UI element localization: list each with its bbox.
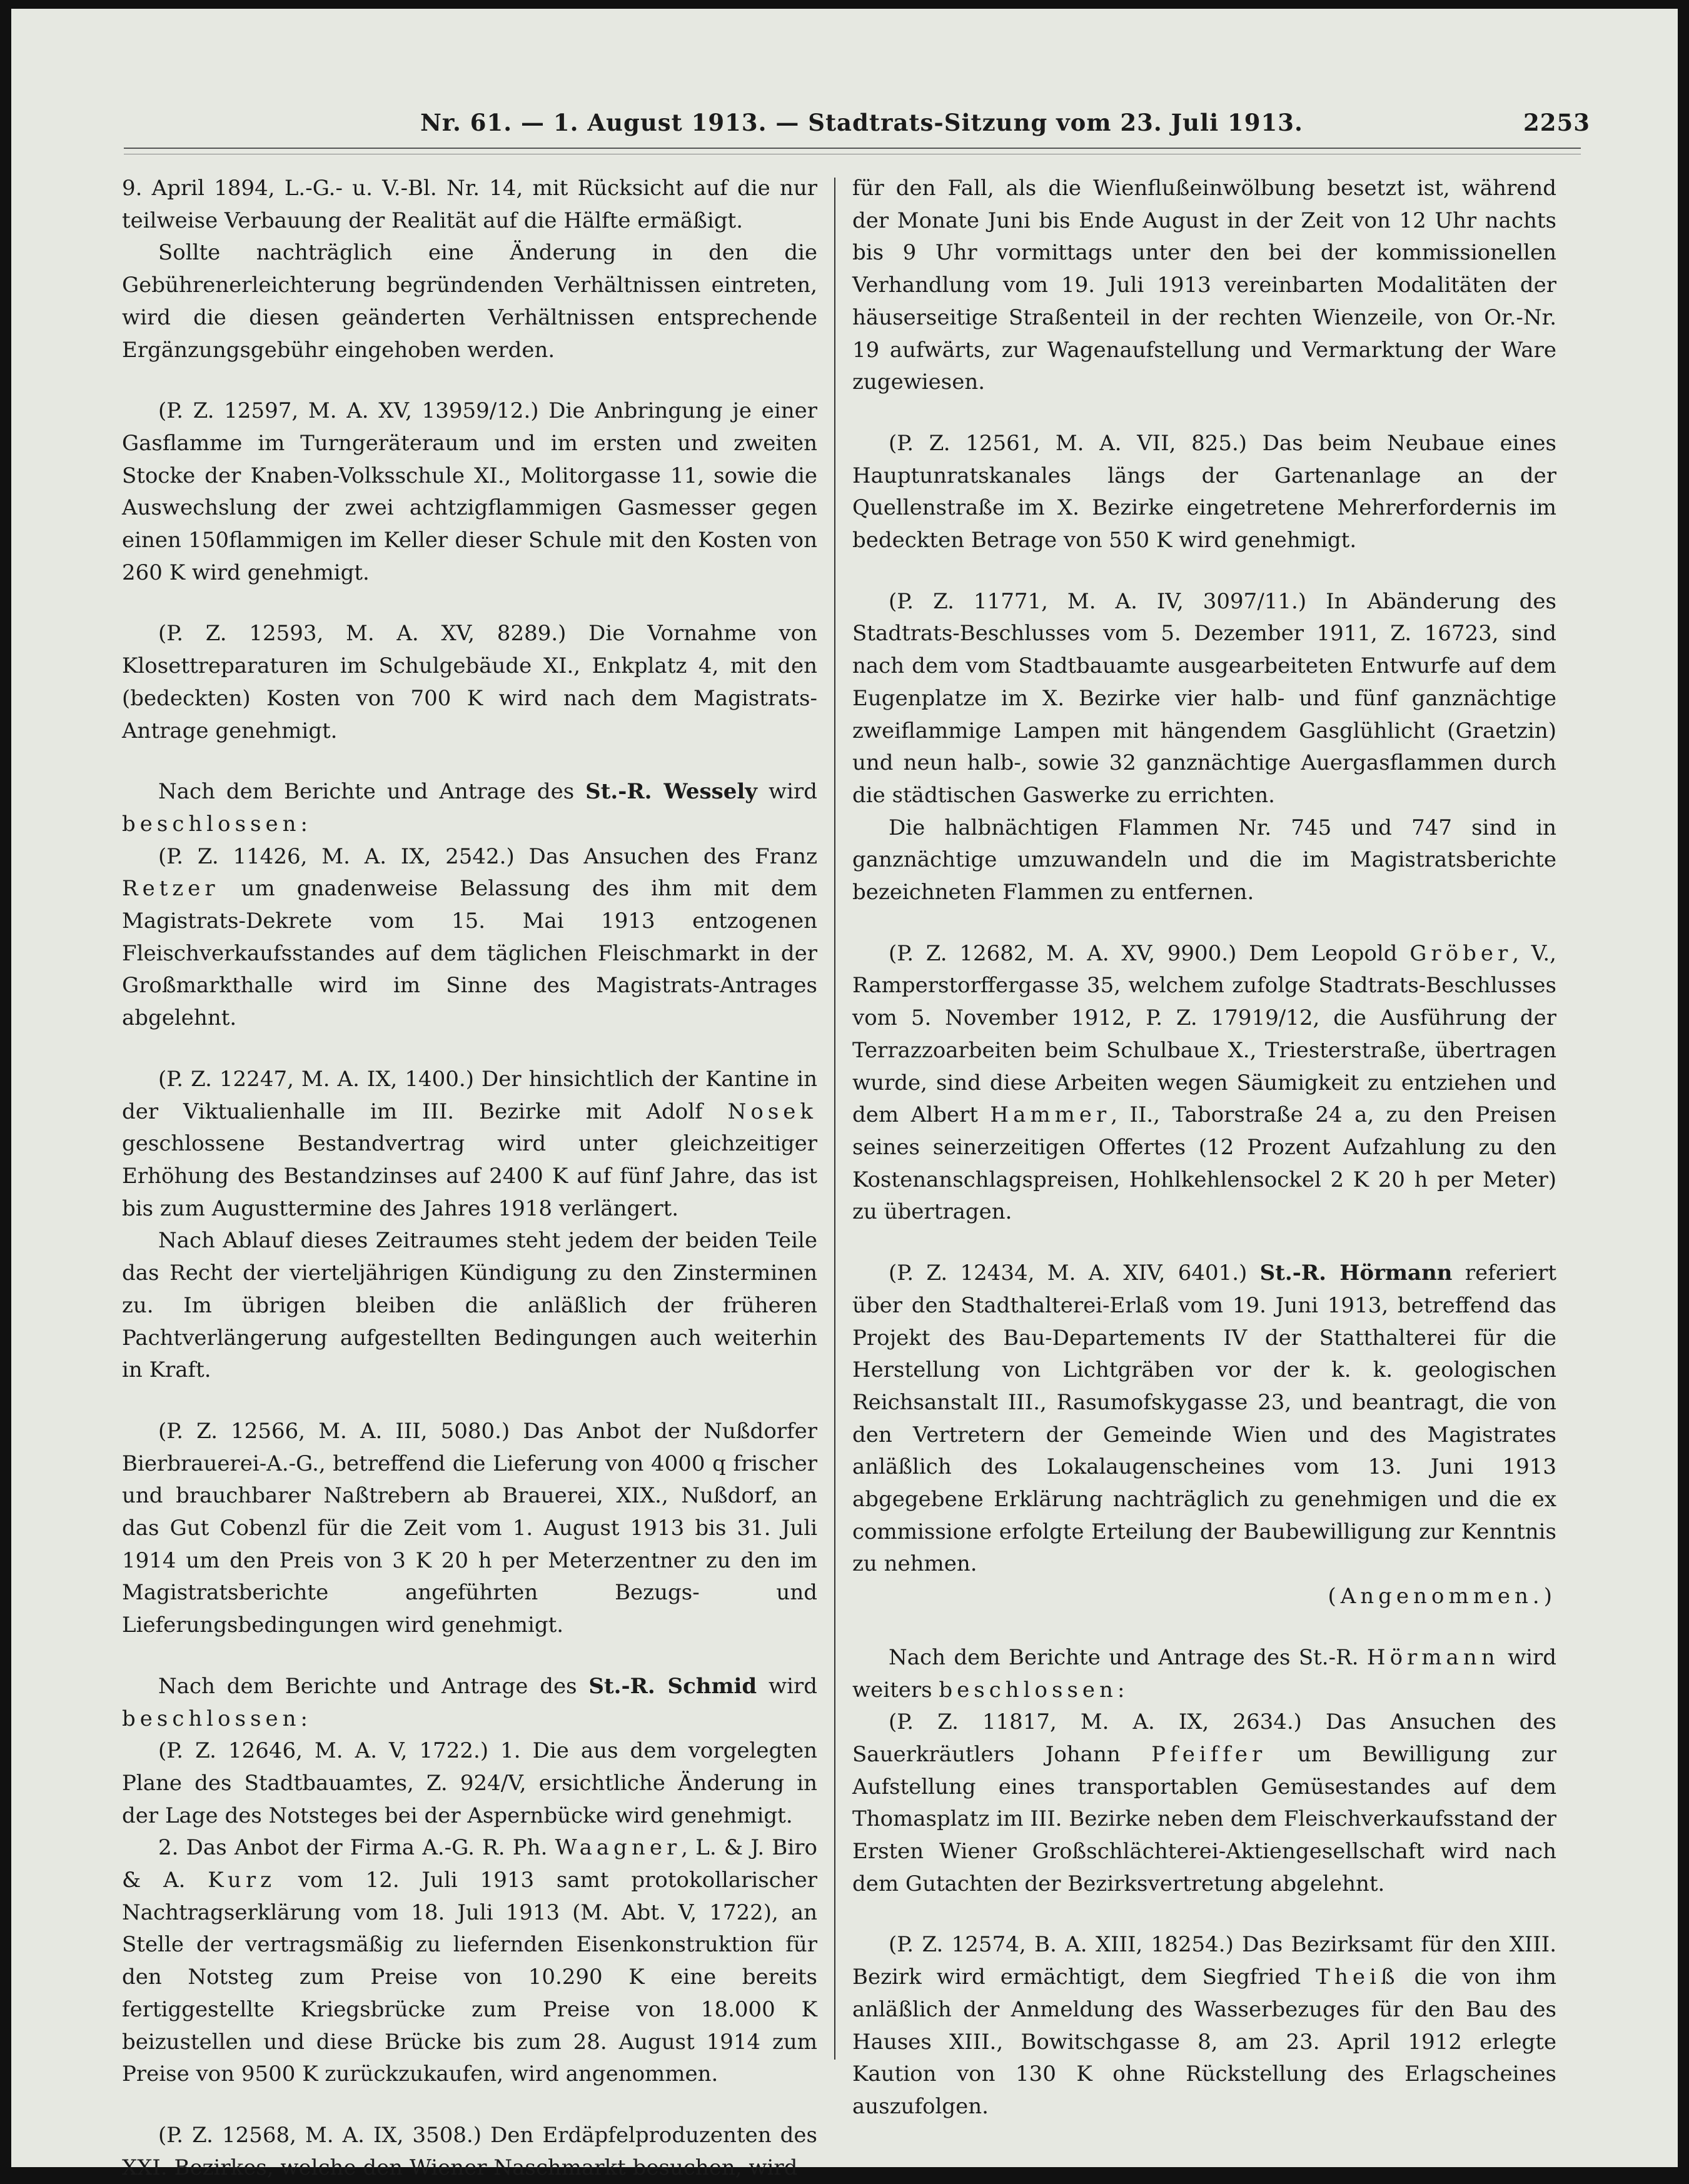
paragraph xyxy=(852,1929,1556,2123)
councillor-name: Hörmann xyxy=(1366,1644,1500,1670)
paragraph-text: um Bewilligung zur Aufstellung eines transportablen Gemüsestandes auf dem Thomasplatz im III. Bezirke neben dem Fleischverkaufsstand der Ersten Wiener Großschlächterei-Aktiengesellschaft wird nach dem Gutachten der Bezirksvertretung abgelehnt. xyxy=(852,1741,1556,1896)
paragraph-text: , L. & J. Biro & A. xyxy=(122,1835,818,1893)
page-header xyxy=(133,103,1590,146)
resolution-heading xyxy=(122,1671,817,1735)
paragraph xyxy=(122,1832,817,2091)
paragraph xyxy=(852,1706,1556,1900)
paragraph xyxy=(122,841,817,1035)
heading-text: Nach dem Berichte und Antrage des xyxy=(158,1673,577,1699)
person-name: Nosek xyxy=(727,1099,817,1124)
heading-text: beschlossen: xyxy=(122,811,312,837)
paragraph: Sollte nachträglich eine Änderung in den die Gebührenerleichterung begründenden Verhältnissen eintreten, wird die diesen geänderten Verhältnissen entsprechende Ergänzungsgebühr eingehoben werden. xyxy=(122,240,817,363)
paragraph: Die halbnächtigen Flammen Nr. 745 und 747 sind in ganznächtige umzuwandeln und die im Magistratsberichte bezeichneten Flammen zu entfernen. xyxy=(852,815,1556,905)
paragraph: (P. Z. 11771, M. A. IV, 3097/11.) In Abänderung des Stadtrats-Beschlusses vom 5. Dezember 1911, Z. 16723, sind nach dem vom Stadtbauamte ausgearbeiteten Entwurfe auf dem Eugenplatze im X. Bezirke vier halb- und fünf ganznächtige zweiflammige Lampen mit hängendem Gasglühlicht (Graetzin) und neun halb-, sowie 32 ganznächtige Auergasflammen durch die städtischen Gaswerke zu errichten. xyxy=(852,588,1556,808)
paragraph xyxy=(122,1064,817,1225)
paragraph-text: referiert über den Stadthalterei-Erlaß vom 19. Juni 1913, betreffend das Projekt des Bau-Departements IV der Statthalterei für die Herstellung von Lichtgräben vor der k. k. geologischen Reichsanstalt III., Rasumofskygasse 23, und beantragt, die von den Vertretern der Gemeinde Wien und des Magistrates anläßlich des Lokalaugenscheines vom 13. Juni 1913 abgegebene Erklärung nachträglich zu genehmigen und die ex commissione erfolgte Erteilung der Baubewilligung zur Kenntnis zu nehmen. xyxy=(852,1261,1557,1577)
heading-text: wird weiters xyxy=(852,1644,1557,1703)
paragraph: für den Fall, als die Wienflußeinwölbung besetzt ist, während der Monate Juni bis Ende August in der Zeit von 12 Uhr nachts bis 9 Uhr vormittags unter den bei der kommissionellen Verhandlung vom 19. Juli 1913 vereinbarten Modalitäten der häuserseitige Straßenteil in der rechten Wienzeile, von Or.-Nr. 19 aufwärts, zur Wagenaufstellung und Vermarktung der Ware zugewiesen. xyxy=(852,176,1556,395)
paragraph-text: (P. Z. 12247, M. A. IX, 1400.) Der hinsichtlich der Kantine in der Viktualienhalle im III. Bezirke mit Adolf xyxy=(122,1066,817,1124)
person-name: Theiß xyxy=(1316,1965,1399,1990)
person-name: Gröber xyxy=(1409,940,1513,966)
heading-text: beschlossen: xyxy=(939,1677,1129,1703)
paragraph-text: , V., Ramperstorffergasse 35, welchem zufolge Stadtrats-Beschlusses vom 5. November 1912, P. Z. 17919/12, die Ausführung der Terrazzoarbeiten beim Schulbaue X., Triesterstraße, übertragen wurde, sind diese Arbeiten wegen Säumigkeit zu entziehen und dem Albert xyxy=(852,940,1556,1128)
document-page xyxy=(11,9,1678,2180)
paragraph: (P. Z. 12593, M. A. XV, 8289.) Die Vornahme von Klosettreparaturen im Schulgebäude XI., Enkplatz 4, mit den (bedeckten) Kosten von 700 K wird nach dem Magistrats-Antrage genehmigt. xyxy=(122,621,817,743)
person-name: Retzer xyxy=(122,876,219,902)
councillor-name: St.-R. Wessely xyxy=(585,779,758,805)
heading-text: wird xyxy=(769,779,817,805)
person-name: Pfeiffer xyxy=(1151,1741,1267,1767)
paragraph-text: um gnadenweise Belassung des ihm mit dem Magistrats-Dekrete vom 15. Mai 1913 entzogenen Fleischverkaufsstandes auf dem täglichen Fleischmarkt in der Großmarkthalle wird im Sinne des Magistrats-Antrages abgelehnt. xyxy=(122,876,817,1031)
paragraph-text: (P. Z. 12574, B. A. XIII, 18254.) Das Bezirksamt für den XIII. Bezirk wird ermächtigt, dem Siegfried xyxy=(852,1932,1556,1990)
paragraph: (P. Z. 12561, M. A. VII, 825.) Das beim Neubaue eines Hauptunratskanales längs der Gartenanlage an der Quellenstraße im X. Bezirke eingetretene Mehrerfordernis im bedeckten Betrage von 550 K wird genehmigt. xyxy=(852,430,1556,553)
heading-text: wird xyxy=(769,1673,818,1699)
paragraph: (P. Z. 12568, M. A. IX, 3508.) Den Erdäpfelproduzenten des XXI. Bezirkes, welche den Wiener Naschmarkt besuchen, wird xyxy=(122,2122,817,2180)
paragraph xyxy=(852,938,1556,1229)
paragraph-text: (P. Z. 12434, M. A. XIV, 6401.) xyxy=(889,1261,1248,1286)
paragraph-text: (P. Z. 11426, M. A. IX, 2542.) Das Ansuchen des Franz xyxy=(158,843,817,869)
header-title: Nr. 61. — 1. August 1913. — Stadtrats-Sitzung vom 23. Juli 1913. xyxy=(420,109,1303,136)
paragraph-text: die von ihm anläßlich der Anmeldung des Wasserbezuges für den Bau des Hauses XIII., Bowitschgasse 8, am 23. April 1912 erlegte Kaution von 130 K ohne Rückstellung des Erlagscheines auszufolgen. xyxy=(852,1965,1556,2119)
resolution-heading xyxy=(122,776,817,840)
header-rule xyxy=(124,148,1581,154)
heading-text: beschlossen: xyxy=(122,1706,312,1731)
councillor-name: St.-R. Hörmann xyxy=(1259,1261,1453,1286)
paragraph: (P. Z. 12646, M. A. V, 1722.) 1. Die aus dem vorgelegten Plane des Stadtbauamtes, Z. 924/V, ersichtliche Änderung in der Lage des Notsteges bei der Aspernbücke wird genehmigt. xyxy=(122,1738,817,1828)
paragraph-text: geschlossene Bestandvertrag wird unter gleichzeitiger Erhöhung des Bestandzinses auf 2400 K auf fünf Jahre, das ist bis zum Augusttermine des Jahres 1918 verlängert. xyxy=(122,1131,817,1221)
person-name: Kurz xyxy=(208,1868,276,1893)
paragraph-text: vom 12. Juli 1913 samt protokollarischer Nachtragserklärung vom 18. Juli 1913 (M. Abt. V, 1722), an Stelle der vertragsmäßig zu liefernden Eisenkonstruktion für den Notsteg zum Preise von 10.290 K eine bereits fertiggestellte Kriegsbrücke zum Preise von 18.000 K beizustellen und diese Brücke bis zum 28. August 1914 zum Preise von 9500 K zurückzukaufen, wird angenommen. xyxy=(122,1868,817,2087)
paragraph: Nach Ablauf dieses Zeitraumes steht jedem der beiden Teile das Recht der vierteljährigen Kündigung zu den Zinsterminen zu. Im übrigen bleiben die anläßlich der früheren Pachtverlängerung aufgestellten Bedingungen auch weiterhin in Kraft. xyxy=(122,1228,817,1383)
heading-text: Nach dem Berichte und Antrage des xyxy=(158,779,575,805)
right-column xyxy=(852,173,1556,2123)
paragraph-text: (P. Z. 12682, M. A. XV, 9900.) Dem Leopold xyxy=(889,940,1398,966)
adopted-note: (Angenommen.) xyxy=(1328,1584,1556,1609)
person-name: Waagner xyxy=(555,1835,682,1861)
person-name: Hammer xyxy=(990,1102,1111,1128)
left-column xyxy=(122,173,817,2184)
heading-text: Nach dem Berichte und Antrage des St.-R. xyxy=(889,1644,1359,1670)
paragraph: (P. Z. 12597, M. A. XV, 13959/12.) Die Anbringung je einer Gasflamme im Turngeräteraum und im ersten und zweiten Stocke der Knaben-Volksschule XI., Molitorgasse 11, sowie die Auswechslung der zwei achtzigflammigen Gasmesser gegen einen 150flammigen im Keller dieser Schule mit den Kosten von 260 K wird genehmigt. xyxy=(122,398,817,585)
resolution-heading xyxy=(852,1642,1556,1706)
paragraph-text: 2. Das Anbot der Firma A.-G. R. Ph. xyxy=(158,1835,548,1861)
paragraph-text: (P. Z. 11817, M. A. IX, 2634.) Das Ansuchen des Sauerkräutlers Johann xyxy=(852,1709,1556,1767)
page-number: 2253 xyxy=(1523,109,1590,136)
paragraph: 9. April 1894, L.-G.- u. V.-Bl. Nr. 14, mit Rücksicht auf die nur teilweise Verbauung der Realität auf die Hälfte ermäßigt. xyxy=(122,176,817,233)
councillor-name: St.-R. Schmid xyxy=(588,1673,757,1699)
paragraph xyxy=(852,1257,1556,1581)
paragraph: (P. Z. 12566, M. A. III, 5080.) Das Anbot der Nußdorfer Bierbrauerei-A.-G., betreffend die Lieferung von 4000 q frischer und brauchbarer Naßtrebern ab Brauerei, XIX., Nußdorf, an das Gut Cobenzl für die Zeit vom 1. August 1913 bis 31. Juli 1914 um den Preis von 3 K 20 h per Meterzentner zu den im Magistratsberichte angeführten Bezugs- und Lieferungsbedingungen wird genehmigt. xyxy=(122,1418,817,1638)
column-divider xyxy=(834,178,835,2060)
paragraph-text: , II., Taborstraße 24 a, zu den Preisen seines seinerzeitigen Offertes (12 Prozent Aufzahlung zu den Kostenanschlagspreisen, Hohlkehlensockel 2 K 20 h per Meter) zu übertragen. xyxy=(852,1102,1556,1225)
